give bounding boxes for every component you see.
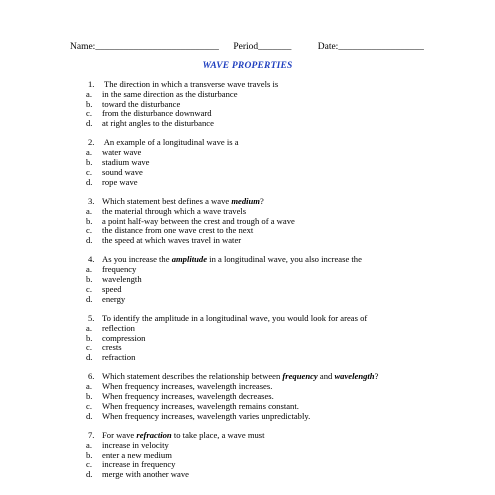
option-text: from the disturbance downward [102, 108, 212, 119]
option-letter: d. [86, 118, 93, 129]
option-text: reflection [102, 322, 135, 333]
option-letter: c. [86, 400, 92, 411]
option-letter: c. [86, 342, 92, 353]
option-text: When frequency increases, wavelength decreases. [102, 391, 274, 402]
option-letter: c. [86, 108, 92, 119]
option-text: the material through which a wave travels [102, 205, 247, 216]
question-3 [86, 197, 446, 246]
emphasized-term: refraction [136, 429, 172, 440]
option-text: When frequency increases, wavelength increases. [102, 381, 273, 392]
option-text: toward the disturbance [102, 98, 181, 109]
option-letter: c. [86, 459, 92, 470]
answer-option [86, 275, 446, 285]
option-text: refraction [102, 352, 136, 363]
option-text: speed [102, 283, 122, 294]
answer-option [86, 168, 446, 178]
answer-option [86, 470, 446, 480]
option-letter: b. [86, 274, 93, 285]
question-6 [86, 372, 446, 421]
option-letter: b. [86, 215, 93, 226]
student-info-header [70, 41, 430, 53]
option-text: a point half-way between the crest and trough of a wave [102, 215, 295, 226]
date-field-label: Date:__________________ [317, 42, 424, 52]
answer-option [86, 353, 446, 363]
option-letter: c. [86, 283, 92, 294]
option-letter: b. [86, 391, 93, 402]
option-letter: a. [86, 147, 92, 158]
emphasized-term: wavelength [334, 371, 375, 382]
option-letter: a. [86, 205, 92, 216]
question-number: 4. [88, 254, 95, 265]
option-letter: b. [86, 332, 93, 343]
question-text: to take place, a wave must [171, 429, 265, 440]
question-text: ? [260, 195, 264, 206]
question-5 [86, 314, 446, 363]
question-number: 2. [88, 137, 95, 148]
question-text: ? [374, 371, 379, 382]
option-text: When frequency increases, wavelength varies unpredictably. [102, 410, 311, 421]
option-text: at right angles to the disturbance [102, 118, 214, 129]
question-stem [86, 314, 446, 324]
question-text: The direction in which a transverse wave travels is [104, 79, 279, 89]
option-letter: d. [86, 235, 93, 246]
option-text: wavelength [102, 274, 142, 285]
worksheet-title: WAVE PROPERTIES [202, 61, 293, 71]
question-7 [86, 431, 446, 480]
option-text: When frequency increases, wavelength remains constant. [102, 400, 299, 411]
question-number: 6. [88, 371, 95, 382]
option-letter: a. [86, 439, 92, 450]
answer-option [86, 119, 446, 129]
option-text: crests [102, 342, 122, 353]
question-2 [86, 138, 446, 187]
option-text: the distance from one wave crest to the next [102, 225, 254, 236]
option-text: water wave [102, 147, 142, 158]
question-number: 1. [88, 79, 95, 89]
option-letter: a. [86, 88, 92, 99]
option-text: sound wave [102, 166, 143, 177]
option-letter: b. [86, 449, 93, 460]
question-text: and [317, 371, 335, 382]
question-4 [86, 255, 446, 304]
period-field-label: Period_______ [233, 42, 292, 52]
question-1 [86, 80, 446, 129]
emphasized-term: amplitude [171, 254, 208, 265]
emphasized-term: medium [231, 195, 260, 206]
option-letter: d. [86, 176, 93, 187]
answer-option [86, 343, 446, 353]
option-text: merge with another wave [102, 469, 189, 480]
question-list [86, 80, 446, 489]
option-text: energy [102, 293, 126, 304]
option-text: stadium wave [102, 157, 150, 168]
question-number: 5. [88, 312, 95, 323]
question-text: An example of a longitudinal wave is a [103, 137, 239, 148]
option-text: rope wave [102, 176, 138, 187]
question-number: 7. [88, 429, 95, 440]
name-field-label: Name:__________________________ [70, 42, 219, 52]
question-text: As you increase the [102, 254, 172, 265]
option-text: increase in velocity [102, 439, 169, 450]
option-letter: a. [86, 264, 92, 275]
question-number: 3. [88, 195, 95, 206]
option-letter: d. [86, 469, 93, 480]
option-letter: b. [86, 157, 93, 168]
emphasized-term: frequency [282, 371, 318, 382]
question-stem [86, 255, 446, 265]
question-text: Which statement best defines a wave [102, 195, 232, 206]
option-text: enter a new medium [102, 449, 172, 460]
answer-option [86, 412, 446, 422]
answer-option [86, 178, 446, 188]
option-text: increase in frequency [102, 459, 176, 470]
answer-option [86, 334, 446, 344]
question-text: in a longitudinal wave, you also increase the [207, 254, 362, 265]
answer-option [86, 285, 446, 295]
question-text: Which statement describes the relationship between [102, 371, 283, 382]
option-letter: a. [86, 381, 92, 392]
option-letter: d. [86, 410, 93, 421]
option-letter: d. [86, 293, 93, 304]
question-text: For wave [102, 429, 137, 440]
option-text: compression [102, 332, 146, 343]
question-text: To identify the amplitude in a longitudinal wave, you would look for areas of [102, 312, 368, 323]
option-letter: d. [86, 352, 93, 363]
option-letter: c. [86, 225, 92, 236]
option-text: in the same direction as the disturbance [102, 88, 238, 99]
answer-option [86, 295, 446, 305]
answer-option [86, 236, 446, 246]
option-letter: b. [86, 98, 93, 109]
option-letter: c. [86, 166, 92, 177]
option-letter: a. [86, 322, 92, 333]
option-text: the speed at which waves travel in water [102, 235, 242, 246]
option-text: frequency [102, 264, 137, 275]
